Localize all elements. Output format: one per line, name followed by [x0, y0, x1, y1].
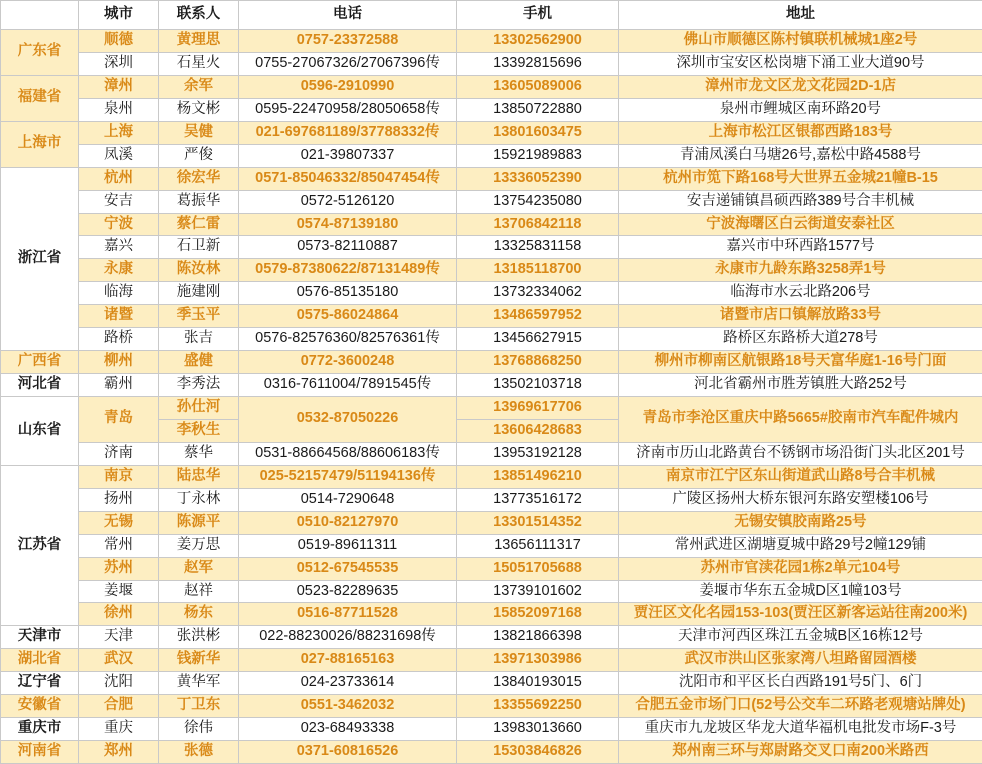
contact-cell: 张吉	[159, 328, 239, 351]
telephone-cell: 0371-60816526	[239, 741, 457, 764]
province-cell: 山东省	[1, 397, 79, 466]
mobile-cell: 13502103718	[457, 374, 619, 397]
province-cell: 上海市	[1, 121, 79, 167]
table-row	[1, 52, 982, 75]
table-row	[1, 374, 982, 397]
contact-cell: 徐伟	[159, 718, 239, 741]
table-row	[1, 465, 982, 488]
telephone-cell: 0579-87380622/87131489传	[239, 259, 457, 282]
table-row	[1, 259, 982, 282]
address-cell: 泉州市鲤城区南环路20号	[619, 98, 982, 121]
province-cell: 浙江省	[1, 167, 79, 351]
table-row	[1, 190, 982, 213]
telephone-cell: 0596-2910990	[239, 75, 457, 98]
table-row	[1, 305, 982, 328]
table-row	[1, 144, 982, 167]
mobile-cell: 13606428683	[457, 419, 619, 442]
city-cell: 泉州	[79, 98, 159, 121]
city-cell: 路桥	[79, 328, 159, 351]
table-row	[1, 718, 982, 741]
city-cell: 永康	[79, 259, 159, 282]
province-cell: 辽宁省	[1, 672, 79, 695]
telephone-cell: 024-23733614	[239, 672, 457, 695]
address-cell: 沈阳市和平区长白西路191号5门、6门	[619, 672, 982, 695]
city-cell: 无锡	[79, 511, 159, 534]
mobile-cell: 13801603475	[457, 121, 619, 144]
mobile-cell: 13850722880	[457, 98, 619, 121]
mobile-cell: 13732334062	[457, 282, 619, 305]
province-cell: 重庆市	[1, 718, 79, 741]
city-cell: 天津	[79, 626, 159, 649]
city-cell: 深圳	[79, 52, 159, 75]
address-cell: 河北省霸州市胜芳镇胜大路252号	[619, 374, 982, 397]
telephone-cell: 0575-86024864	[239, 305, 457, 328]
mobile-cell: 13301514352	[457, 511, 619, 534]
mobile-cell: 13185118700	[457, 259, 619, 282]
province-cell: 广西省	[1, 351, 79, 374]
mobile-cell: 13336052390	[457, 167, 619, 190]
table-row	[1, 534, 982, 557]
telephone-cell: 0571-85046332/85047454传	[239, 167, 457, 190]
province-cell: 广东省	[1, 30, 79, 76]
contact-cell: 张洪彬	[159, 626, 239, 649]
telephone-cell: 0772-3600248	[239, 351, 457, 374]
contact-cell: 石星火	[159, 52, 239, 75]
mobile-cell: 13983013660	[457, 718, 619, 741]
telephone-cell: 0516-87711528	[239, 603, 457, 626]
city-cell: 诸暨	[79, 305, 159, 328]
contact-cell: 杨东	[159, 603, 239, 626]
table-row	[1, 121, 982, 144]
table-row	[1, 328, 982, 351]
province-cell: 湖北省	[1, 649, 79, 672]
address-cell: 杭州市笕下路168号大世界五金城21幢B-15	[619, 167, 982, 190]
contact-cell: 盛健	[159, 351, 239, 374]
city-cell: 顺德	[79, 30, 159, 53]
contact-cell: 蔡华	[159, 442, 239, 465]
address-cell: 武汉市洪山区张家湾八坦路留园酒楼	[619, 649, 982, 672]
telephone-cell: 0755-27067326/27067396传	[239, 52, 457, 75]
mobile-cell: 13456627915	[457, 328, 619, 351]
mobile-cell: 13392815696	[457, 52, 619, 75]
table-row	[1, 672, 982, 695]
mobile-cell: 13953192128	[457, 442, 619, 465]
telephone-cell: 0576-82576360/82576361传	[239, 328, 457, 351]
contact-cell: 孙仕河	[159, 397, 239, 420]
address-cell: 佛山市顺德区陈村镇联机械城1座2号	[619, 30, 982, 53]
contact-cell: 赵祥	[159, 580, 239, 603]
contact-cell: 李秋生	[159, 419, 239, 442]
telephone-cell: 021-697681189/37788332传	[239, 121, 457, 144]
telephone-cell: 0512-67545535	[239, 557, 457, 580]
telephone-cell: 023-68493338	[239, 718, 457, 741]
mobile-cell: 15051705688	[457, 557, 619, 580]
address-cell: 安吉递铺镇昌硕西路389号合丰机械	[619, 190, 982, 213]
table-row	[1, 351, 982, 374]
telephone-cell: 0316-7611004/7891545传	[239, 374, 457, 397]
header-address: 地址	[619, 1, 982, 30]
table-row	[1, 236, 982, 259]
city-cell: 杭州	[79, 167, 159, 190]
table-row	[1, 695, 982, 718]
mobile-cell: 13486597952	[457, 305, 619, 328]
header-city: 城市	[79, 1, 159, 30]
telephone-cell: 0595-22470958/28050658传	[239, 98, 457, 121]
telephone-cell: 0576-85135180	[239, 282, 457, 305]
table-row	[1, 603, 982, 626]
mobile-cell: 13851496210	[457, 465, 619, 488]
telephone-cell: 0532-87050226	[239, 397, 457, 443]
header-row	[1, 1, 982, 30]
mobile-cell: 13706842118	[457, 213, 619, 236]
city-cell: 沈阳	[79, 672, 159, 695]
header-contact: 联系人	[159, 1, 239, 30]
contact-cell: 陈源平	[159, 511, 239, 534]
table-row	[1, 213, 982, 236]
table-row	[1, 397, 982, 420]
city-cell: 济南	[79, 442, 159, 465]
contact-cell: 季玉平	[159, 305, 239, 328]
table-row	[1, 649, 982, 672]
address-cell: 姜堰市华东五金城D区1幢103号	[619, 580, 982, 603]
telephone-cell: 025-52157479/51194136传	[239, 465, 457, 488]
city-cell: 常州	[79, 534, 159, 557]
contact-cell: 黄华军	[159, 672, 239, 695]
contact-cell: 石卫新	[159, 236, 239, 259]
address-cell: 郑州南三环与郑尉路交叉口南200米路西	[619, 741, 982, 764]
mobile-cell: 13656111317	[457, 534, 619, 557]
mobile-cell: 15852097168	[457, 603, 619, 626]
mobile-cell: 15921989883	[457, 144, 619, 167]
contact-cell: 丁永林	[159, 488, 239, 511]
city-cell: 青岛	[79, 397, 159, 443]
contact-cell: 丁卫东	[159, 695, 239, 718]
contact-cell: 钱新华	[159, 649, 239, 672]
city-cell: 苏州	[79, 557, 159, 580]
city-cell: 徐州	[79, 603, 159, 626]
address-cell: 南京市江宁区东山街道武山路8号合丰机械	[619, 465, 982, 488]
telephone-cell: 0757-23372588	[239, 30, 457, 53]
address-cell: 柳州市柳南区航银路18号天富华庭1-16号门面	[619, 351, 982, 374]
telephone-cell: 027-88165163	[239, 649, 457, 672]
telephone-cell: 022-88230026/88231698传	[239, 626, 457, 649]
header-mobile: 手机	[457, 1, 619, 30]
mobile-cell: 13969617706	[457, 397, 619, 420]
table-row	[1, 30, 982, 53]
mobile-cell: 13302562900	[457, 30, 619, 53]
table-row	[1, 626, 982, 649]
table-row	[1, 98, 982, 121]
contact-cell: 严俊	[159, 144, 239, 167]
telephone-cell: 0572-5126120	[239, 190, 457, 213]
contact-cell: 葛振华	[159, 190, 239, 213]
city-cell: 霸州	[79, 374, 159, 397]
telephone-cell: 0551-3462032	[239, 695, 457, 718]
city-cell: 柳州	[79, 351, 159, 374]
city-cell: 上海	[79, 121, 159, 144]
address-cell: 重庆市九龙坡区华龙大道华福机电批发市场F-3号	[619, 718, 982, 741]
contact-cell: 黄理思	[159, 30, 239, 53]
province-cell: 天津市	[1, 626, 79, 649]
contact-cell: 徐宏华	[159, 167, 239, 190]
address-cell: 青浦凤溪白马塘26号,嘉松中路4588号	[619, 144, 982, 167]
city-cell: 郑州	[79, 741, 159, 764]
address-cell: 临海市水云北路206号	[619, 282, 982, 305]
table-row	[1, 557, 982, 580]
contact-cell: 杨文彬	[159, 98, 239, 121]
address-cell: 合肥五金市场门口(52号公交车二环路老观塘站牌处)	[619, 695, 982, 718]
contact-cell: 姜万思	[159, 534, 239, 557]
mobile-cell: 13768868250	[457, 351, 619, 374]
contact-cell: 李秀法	[159, 374, 239, 397]
city-cell: 嘉兴	[79, 236, 159, 259]
city-cell: 漳州	[79, 75, 159, 98]
address-cell: 无锡安镇胶南路25号	[619, 511, 982, 534]
province-cell: 福建省	[1, 75, 79, 121]
address-cell: 广陵区扬州大桥东银河东路安塑楼106号	[619, 488, 982, 511]
city-cell: 凤溪	[79, 144, 159, 167]
address-cell: 常州武进区湖塘夏城中路29号2幢129铺	[619, 534, 982, 557]
telephone-cell: 0510-82127970	[239, 511, 457, 534]
telephone-cell: 0514-7290648	[239, 488, 457, 511]
city-cell: 宁波	[79, 213, 159, 236]
header-province	[1, 1, 79, 30]
province-cell: 安徽省	[1, 695, 79, 718]
mobile-cell: 13821866398	[457, 626, 619, 649]
mobile-cell: 15303846826	[457, 741, 619, 764]
address-cell: 诸暨市店口镇解放路33号	[619, 305, 982, 328]
address-cell: 天津市河西区珠江五金城B区16栋12号	[619, 626, 982, 649]
table-row	[1, 167, 982, 190]
table-row	[1, 511, 982, 534]
table-body	[1, 30, 982, 764]
mobile-cell: 13739101602	[457, 580, 619, 603]
table-row	[1, 282, 982, 305]
table-row	[1, 488, 982, 511]
address-cell: 青岛市李沧区重庆中路5665#胶南市汽车配件城内	[619, 397, 982, 443]
address-cell: 漳州市龙文区龙文花园2D-1店	[619, 75, 982, 98]
mobile-cell: 13754235080	[457, 190, 619, 213]
table-row	[1, 75, 982, 98]
contact-cell: 陆忠华	[159, 465, 239, 488]
city-cell: 扬州	[79, 488, 159, 511]
mobile-cell: 13605089006	[457, 75, 619, 98]
address-cell: 宁波海曙区白云街道安泰社区	[619, 213, 982, 236]
address-cell: 路桥区东路桥大道278号	[619, 328, 982, 351]
telephone-cell: 0531-88664568/88606183传	[239, 442, 457, 465]
mobile-cell: 13325831158	[457, 236, 619, 259]
address-cell: 永康市九龄东路3258弄1号	[619, 259, 982, 282]
address-cell: 贾汪区文化名园153-103(贾汪区新客运站往南200米)	[619, 603, 982, 626]
contact-cell: 赵军	[159, 557, 239, 580]
telephone-cell: 021-39807337	[239, 144, 457, 167]
city-cell: 合肥	[79, 695, 159, 718]
table-row	[1, 580, 982, 603]
mobile-cell: 13971303986	[457, 649, 619, 672]
table-row	[1, 442, 982, 465]
contact-cell: 余军	[159, 75, 239, 98]
telephone-cell: 0573-82110887	[239, 236, 457, 259]
mobile-cell: 13355692250	[457, 695, 619, 718]
city-cell: 姜堰	[79, 580, 159, 603]
city-cell: 南京	[79, 465, 159, 488]
mobile-cell: 13773516172	[457, 488, 619, 511]
contact-cell: 张德	[159, 741, 239, 764]
contact-cell: 吴健	[159, 121, 239, 144]
province-cell: 河南省	[1, 741, 79, 764]
table-header	[1, 1, 982, 30]
address-cell: 济南市历山北路黄台不锈钢市场沿街门头北区201号	[619, 442, 982, 465]
contact-cell: 蔡仁雷	[159, 213, 239, 236]
city-cell: 重庆	[79, 718, 159, 741]
telephone-cell: 0523-82289635	[239, 580, 457, 603]
city-cell: 安吉	[79, 190, 159, 213]
mobile-cell: 13840193015	[457, 672, 619, 695]
city-cell: 武汉	[79, 649, 159, 672]
telephone-cell: 0519-89611311	[239, 534, 457, 557]
table-row	[1, 741, 982, 764]
address-cell: 苏州市官渎花园1栋2单元104号	[619, 557, 982, 580]
contact-cell: 陈汝林	[159, 259, 239, 282]
address-cell: 深圳市宝安区松岗塘下涌工业大道90号	[619, 52, 982, 75]
city-cell: 临海	[79, 282, 159, 305]
province-cell: 河北省	[1, 374, 79, 397]
address-cell: 嘉兴市中环西路1577号	[619, 236, 982, 259]
address-cell: 上海市松江区银都西路183号	[619, 121, 982, 144]
contact-cell: 施建刚	[159, 282, 239, 305]
province-cell: 江苏省	[1, 465, 79, 626]
telephone-cell: 0574-87139180	[239, 213, 457, 236]
header-telephone: 电话	[239, 1, 457, 30]
